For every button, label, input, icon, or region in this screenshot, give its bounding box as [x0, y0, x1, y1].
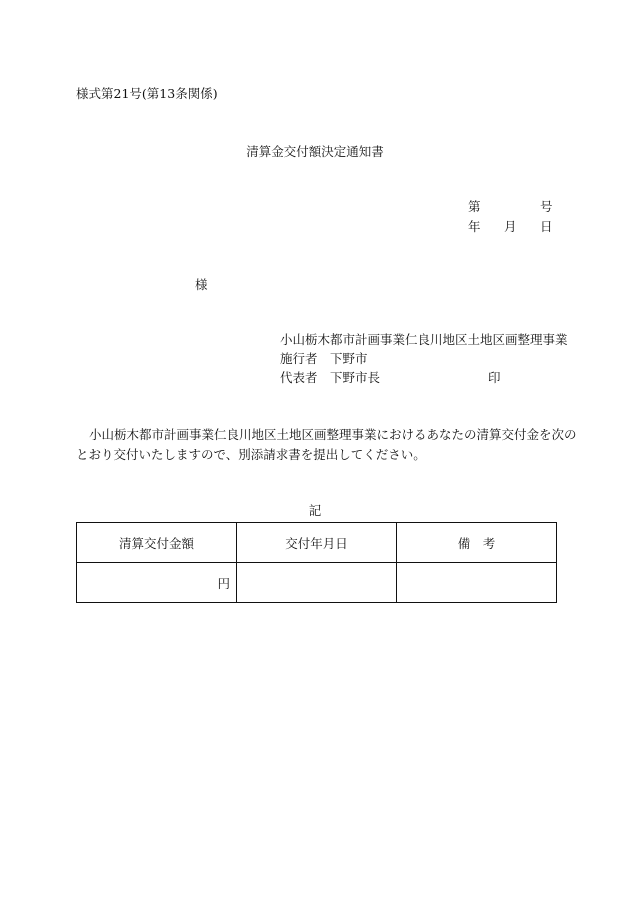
- document-title: 清算金交付額決定通知書: [246, 144, 384, 159]
- form-number: 様式第21号(第13条関係): [76, 86, 218, 101]
- day-label: 日: [540, 219, 553, 234]
- header-amount: 清算交付金額: [77, 523, 237, 563]
- year-label: 年: [468, 219, 481, 234]
- seal-mark: 印: [488, 370, 501, 385]
- recipient-honorific: 様: [195, 277, 208, 292]
- body-text-line-1: 小山栃木都市計画事業仁良川地区土地区画整理事業におけるあなたの清算交付金を次の: [89, 427, 577, 442]
- number-suffix: 号: [540, 199, 553, 214]
- remarks-cell: [397, 563, 557, 603]
- amount-cell: 円: [77, 563, 237, 603]
- issuer-representative: 代表者 下野市長: [280, 370, 381, 385]
- month-label: 月: [504, 219, 517, 234]
- settlement-table: [76, 522, 557, 603]
- date-cell: [237, 563, 397, 603]
- table-header-row: [77, 523, 557, 563]
- issuer-executor: 施行者 下野市: [280, 351, 368, 366]
- issuer-project-name: 小山栃木都市計画事業仁良川地区土地区画整理事業: [280, 332, 568, 347]
- number-prefix: 第: [468, 199, 481, 214]
- header-date: 交付年月日: [237, 523, 397, 563]
- ki-heading: 記: [308, 503, 322, 518]
- body-text-line-2: とおり交付いたしますので、別添請求書を提出してください。: [76, 447, 426, 462]
- header-remarks: 備 考: [397, 523, 557, 563]
- table-row: [77, 563, 557, 603]
